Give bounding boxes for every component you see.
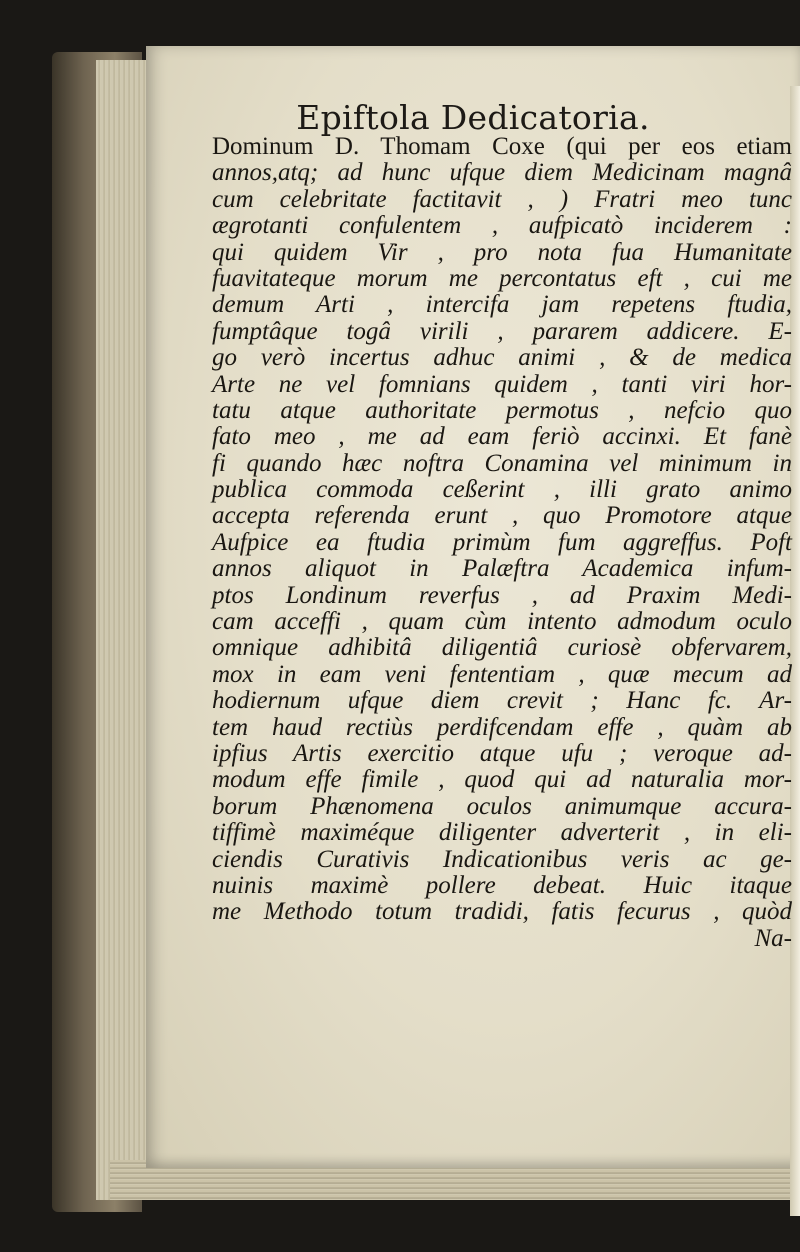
text-line: cam acceffi , quam cùm intento admodum oculo	[212, 608, 792, 636]
text-line: borum Phænomena oculos animumque accura-	[212, 792, 792, 820]
text-line: tem haud rectiùs perdifcendam effe , quàm ab	[212, 713, 792, 741]
catchword: Na-	[754, 924, 792, 952]
text-line: hodiernum ufque diem crevit ; Hanc fc. Ar-	[212, 687, 792, 715]
text-line: ciendis Curativis Indicationibus veris ac ge-	[212, 845, 792, 873]
running-title: Epiftola Dedicatoria.	[296, 98, 650, 137]
text-line: go verò incertus adhuc animi , & de medica	[212, 344, 792, 372]
text-line: nuinis maximè pollere debeat. Huic itaque	[212, 871, 792, 899]
text-line: annos aliquot in Palæftra Academica infum-	[212, 555, 792, 583]
text-line: ptos Londinum reverfus , ad Praxim Medi-	[212, 581, 792, 609]
text-line: mox in eam veni fententiam , quæ mecum ad	[212, 660, 792, 688]
text-line: tiffimè maximéque diligenter adverterit , in eli-	[212, 819, 792, 847]
text-line: ægrotanti confulentem , aufpicatò inciderem :	[212, 212, 792, 240]
text-line: annos,atq; ad hunc ufque diem Medicinam magnâ	[212, 159, 792, 187]
text-line: publica commoda ceßerint , illi grato animo	[212, 476, 792, 504]
text-line: tatu atque authoritate permotus , nefcio quo	[212, 396, 792, 424]
text-line: Aufpice ea ftudia primùm fum aggreffus. Poft	[212, 528, 792, 556]
text-line: fi quando hæc noftra Conamina vel minimum in	[212, 449, 792, 477]
text-line: demum Arti , intercifa jam repetens ftudia,	[212, 291, 792, 319]
text-line: cum celebritate factitavit , ) Fratri meo tunc	[212, 185, 792, 213]
text-line: qui quidem Vir , pro nota fua Humanitate	[212, 238, 792, 266]
text-line: modum effe fimile , quod qui ad naturalia mor-	[212, 766, 792, 794]
text-line: ipfius Artis exercitio atque ufu ; veroque ad-	[212, 739, 792, 767]
text-line: omnique adhibitâ diligentiâ curiosè obfervarem,	[212, 634, 792, 662]
text-line: me Methodo totum tradidi, fatis fecurus , quòd	[212, 898, 792, 926]
text-line: fato meo , me ad eam feriò accinxi. Et fanè	[212, 423, 792, 451]
text-line: fumptâque togâ virili , pararem addicere. E-	[212, 317, 792, 345]
text-line: accepta referenda erunt , quo Promotore atque	[212, 502, 792, 530]
book-page	[146, 46, 800, 1168]
text-line: Arte ne vel fomnians quidem , tanti viri hor-	[212, 370, 792, 398]
text-line: fuavitateque morum me percontatus eft , cui me	[212, 264, 792, 292]
dedication-text	[212, 134, 792, 952]
text-line: Dominum D. Thomam Coxe (qui per eos etiam	[212, 133, 792, 160]
